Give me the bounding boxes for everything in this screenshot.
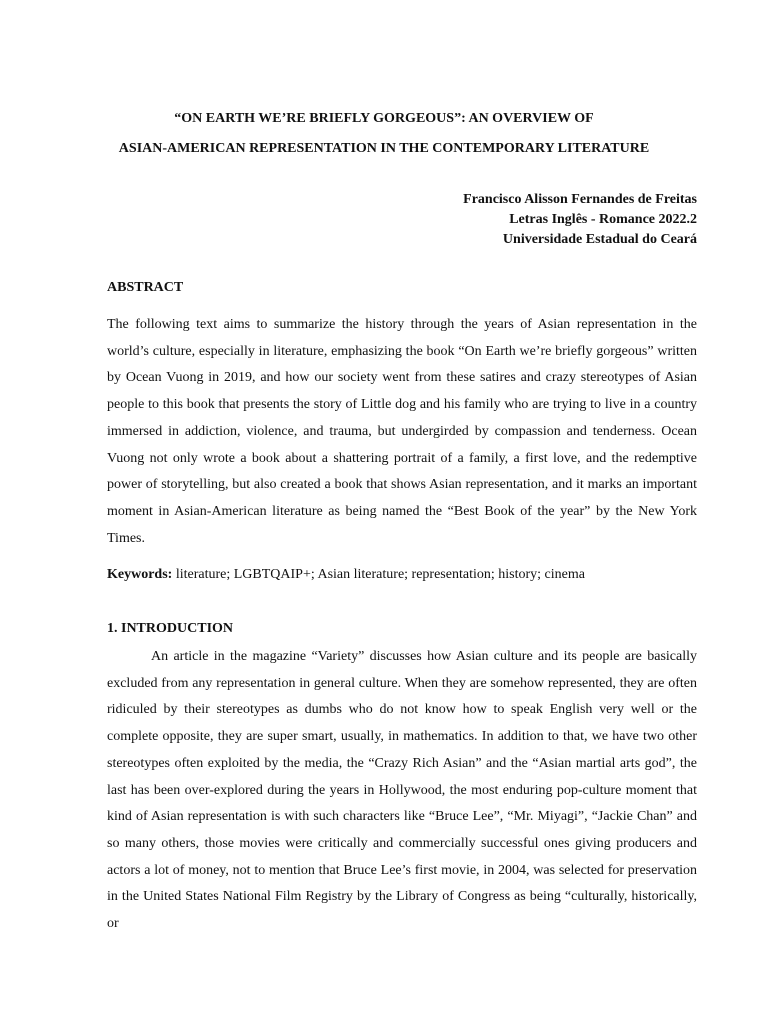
- title-line-1: “ON EARTH WE’RE BRIEFLY GORGEOUS”: AN OVERVIEW OF: [174, 111, 594, 126]
- keywords-line: [107, 567, 585, 583]
- title-line-2: ASIAN-AMERICAN REPRESENTATION IN THE CONTEMPORARY LITERATURE: [118, 141, 650, 156]
- keywords-label: Keywords:: [107, 567, 173, 582]
- author-university: Universidade Estadual do Ceará: [502, 232, 697, 247]
- keywords-value: literature; LGBTQAIP+; Asian literature; representation; history; cinema: [172, 567, 585, 582]
- abstract-paragraph: The following text aims to summarize the history through the years of Asian representation in the world’s culture, especially in literature, emphasizing the book “On Earth we’re briefly gorgeous” written by Ocean Vuong in 2019, and how our society went from these satires and crazy stereotypes of Asian people to this book that presents the story of Little dog and his family who are trying to live in a country immersed in addiction, violence, and trauma, but undergirded by compassion and tenderness. Ocean Vuong not only wrote a book about a shattering portrait of a family, a first love, and the redemptive power of storytelling, but also created a book that shows Asian representation, and it marks an important moment in Asian-American literature as being named the “Best Book of the year” by the New York Times.: [107, 317, 697, 546]
- introduction-paragraph: An article in the magazine “Variety” discusses how Asian culture and its people are basically excluded from any representation in general culture. When they are somehow represented, they are often ridiculed by their stereotypes as dumbs who do not know how to speak English very well or the complete opposite, they are super smart, usually, in mathematics. In addition to that, we have two other stereotypes often exploited by the media, the “Crazy Rich Asian” and the “Asian martial arts god”, the last has been over-explored during the years in Hollywood, the most enduring pop-culture moment that kind of Asian representation is with such characters like “Bruce Lee”, “Mr. Miyagi”, “Jackie Chan” and so many others, those movies were critically and commercially successful ones giving producers and actors a lot of money, not to mention that Bruce Lee’s first movie, in 2004, was selected for preservation in the United States National Film Registry by the Library of Congress as being “culturally, historically, or: [107, 649, 697, 932]
- author-name: Francisco Alisson Fernandes de Freitas: [463, 192, 697, 207]
- introduction-heading: 1. INTRODUCTION: [107, 621, 234, 636]
- abstract-heading: ABSTRACT: [107, 280, 184, 295]
- author-block: [463, 190, 697, 250]
- author-course: Letras Inglês - Romance 2022.2: [509, 212, 697, 227]
- paper-title: [60, 104, 708, 164]
